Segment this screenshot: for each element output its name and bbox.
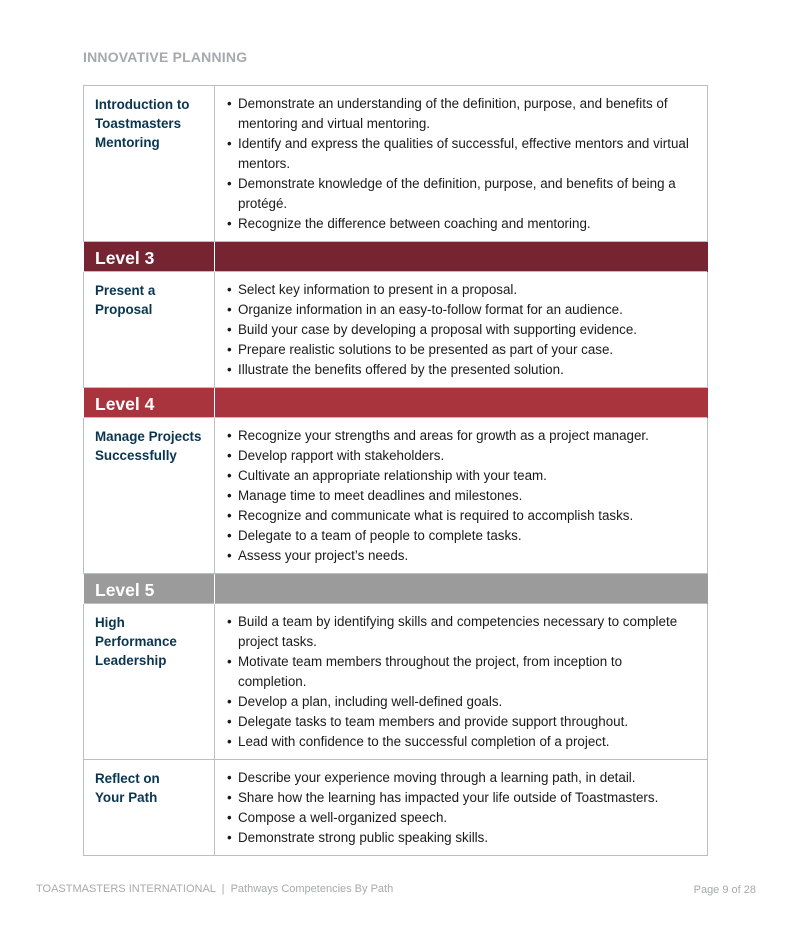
list-item: • Develop rapport with stakeholders.	[227, 446, 693, 466]
competency-cell	[215, 604, 708, 760]
list-item: • Recognize your strengths and areas for growth as a project manager.	[227, 426, 693, 446]
competency-list	[227, 768, 693, 848]
list-item: • Identify and express the qualities of successful, effective mentors and virtual mentors.	[227, 134, 693, 174]
level-header-row	[84, 242, 708, 272]
list-item: • Lead with confidence to the successful completion of a project.	[227, 732, 693, 752]
competency-cell	[215, 272, 708, 388]
competency-list	[227, 426, 693, 566]
table-row	[84, 760, 708, 856]
list-item: • Build a team by identifying skills and competencies necessary to complete project tasks.	[227, 612, 693, 652]
project-name: Present a Proposal	[95, 283, 156, 317]
list-item: • Manage time to meet deadlines and milestones.	[227, 486, 693, 506]
list-item: • Assess your project’s needs.	[227, 546, 693, 566]
footer-document-title: TOASTMASTERS INTERNATIONAL | Pathways Competencies By Path	[36, 883, 394, 895]
table-row	[84, 418, 708, 574]
project-cell	[84, 86, 215, 242]
level-header-row	[84, 388, 708, 418]
table-row	[84, 86, 708, 242]
level-label-cell	[84, 242, 215, 272]
level-bar	[215, 242, 708, 272]
project-cell	[84, 272, 215, 388]
list-item: • Demonstrate knowledge of the definition, purpose, and benefits of being a protégé.	[227, 174, 693, 214]
competency-list	[227, 612, 693, 752]
list-item: • Recognize the difference between coaching and mentoring.	[227, 214, 693, 234]
competency-cell	[215, 760, 708, 856]
level-header-row	[84, 574, 708, 604]
list-item: • Prepare realistic solutions to be presented as part of your case.	[227, 340, 693, 360]
list-item: • Recognize and communicate what is required to accomplish tasks.	[227, 506, 693, 526]
list-item: • Demonstrate an understanding of the definition, purpose, and benefits of mentoring and virtual mentoring.	[227, 94, 693, 134]
table-row	[84, 272, 708, 388]
list-item: • Describe your experience moving through a learning path, in detail.	[227, 768, 693, 788]
list-item: • Delegate to a team of people to complete tasks.	[227, 526, 693, 546]
list-item: • Motivate team members throughout the project, from inception to completion.	[227, 652, 693, 692]
project-cell	[84, 418, 215, 574]
competency-cell	[215, 418, 708, 574]
list-item: • Organize information in an easy-to-follow format for an audience.	[227, 300, 693, 320]
table-row	[84, 604, 708, 760]
list-item: • Select key information to present in a proposal.	[227, 280, 693, 300]
list-item: • Develop a plan, including well-defined goals.	[227, 692, 693, 712]
competency-cell	[215, 86, 708, 242]
project-name: Manage Projects Successfully	[95, 429, 202, 463]
footer-page-number: Page 9 of 28	[693, 884, 756, 896]
list-item: • Illustrate the benefits offered by the presented solution.	[227, 360, 693, 380]
level-label: Level 5	[95, 580, 155, 600]
list-item: • Build your case by developing a proposal with supporting evidence.	[227, 320, 693, 340]
level-label-cell	[84, 574, 215, 604]
list-item: • Share how the learning has impacted your life outside of Toastmasters.	[227, 788, 693, 808]
project-cell	[84, 760, 215, 856]
project-name: Introduction to Toastmasters Mentoring	[95, 97, 190, 150]
level-label: Level 3	[95, 248, 155, 268]
level-label-cell	[84, 388, 215, 418]
competency-list	[227, 94, 693, 234]
level-label: Level 4	[95, 394, 155, 414]
list-item: • Demonstrate strong public speaking skills.	[227, 828, 693, 848]
list-item: • Compose a well-organized speech.	[227, 808, 693, 828]
project-name: Reflect on Your Path	[95, 771, 160, 805]
section-heading: INNOVATIVE PLANNING	[83, 49, 248, 65]
list-item: • Cultivate an appropriate relationship with your team.	[227, 466, 693, 486]
level-bar	[215, 574, 708, 604]
competency-list	[227, 280, 693, 380]
list-item: • Delegate tasks to team members and provide support throughout.	[227, 712, 693, 732]
project-name: High Performance Leadership	[95, 615, 177, 668]
competency-table	[83, 85, 708, 856]
project-cell	[84, 604, 215, 760]
level-bar	[215, 388, 708, 418]
